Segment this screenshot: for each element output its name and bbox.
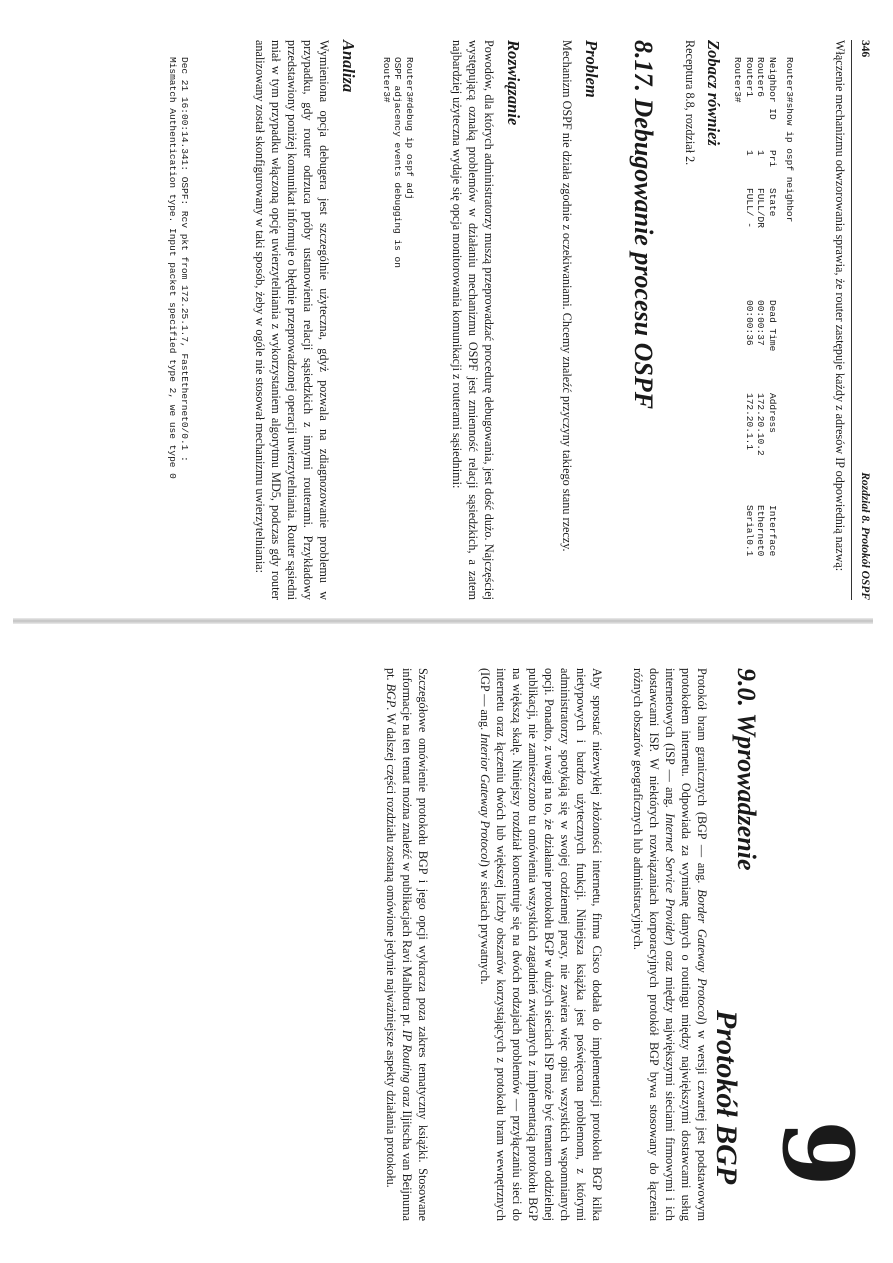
- term-italic: Internet Service Provider: [663, 813, 677, 942]
- column-header: State: [767, 188, 778, 217]
- text-run: ) w wersji czwartej jest podstawowym protokołem internetu. Odpowiada za wymianę danych o routingu między największymi dostawcami usług internetowych (ISP — ang.: [663, 668, 709, 1221]
- term-italic: BGP: [384, 683, 398, 708]
- table-cell: 172.20.10.2: [755, 393, 767, 456]
- table-cell: 00:00:36: [744, 300, 755, 346]
- intro-paragraph: Włączenie mechanizmu odwzorowania sprawia, że router zastępuje każdy z adresów IP odpowiednią nazwą:: [833, 40, 847, 572]
- table-cell: 172.20.1.1: [744, 393, 755, 451]
- debug-command-code: Router3#debug ip ospf adj OSPF adjacency events debugging is on Router3#: [381, 57, 415, 268]
- column-header: Neighbor ID: [767, 57, 778, 120]
- column-header: Pri: [767, 150, 778, 168]
- running-header: Rozdział 8. Protokół OSPF: [859, 472, 871, 600]
- table-cell: Serial0.1: [744, 505, 755, 557]
- section-heading-intro: 9.0. Wprowadzenie: [732, 668, 761, 871]
- table-cell: Ethernet0: [755, 505, 767, 557]
- text-run: Protokół bram granicznych (BGP — ang.: [695, 668, 709, 890]
- text-run: ) oraz między największymi sieciami firmowymi i ich dostawcami ISP. W niektórych rozwiązaniach korporacyjnych protokół BGP bywa stosowany do łączenia różnych obszarów geograficznych lub administracyjnych.: [631, 668, 677, 1221]
- chapter-number: 9: [761, 1120, 874, 1187]
- table-cell: FULL/ -: [744, 188, 755, 228]
- analysis-text: Wymieniona opcja debugera jest szczególnie użyteczna, gdyż pozwala na zdiagnozowanie problemu w przypadku, gdy router odrzuca próby ustanowienia relacji sąsiedzkich z innymi routerami. Przykładowy przedstawiony poniżej komunikat informuje o błędnie przeprowadzonej operacji uwierzytelniania. Router sąsiedni miał w tym przypadku włączoną opcję uwierzytelniania z wykorzystaniem algorytmu MD5, podczas gdy router analizowany został skonfigurowany w taki sposób, żeby w ogóle nie stosował mechanizmu uwierzytelniania:: [253, 40, 331, 600]
- intro-paragraph-1: [630, 668, 710, 1221]
- chapter-title: Protokół BGP: [710, 1010, 743, 1185]
- table-cell: FULL/DR: [755, 188, 767, 228]
- problem-heading: Problem: [582, 40, 601, 98]
- text-run: Aby sprostać niezwykłej złożoności internetu, firma Cisco dodała do implementacji protokołu BGP kilka nietypowych i bardzo użytecznych funkcji. Niniejsza książka jest poświęcona problemom, z którymi administratorzy spotykają się w swojej codziennej pracy, nie zawiera więc opisu wszystkich wspomnianych opcji. Ponadto, z uwagi na to, że działanie protokołu BGP w dużych sieciach ISP może być tematem oddzielnej publikacji, nie zamieszczono tu omówienia wszystkich zagadnień związanych z implementacją protokołu BGP na większą skalę. Niniejszy rozdział koncentruje się na dwóch rodzajach problemów — przyłączaniu sieci do internetu oraz łączeniu dwóch lub większej liczby obszarów korzystających z protokołu bram wewnętrznych (IGP — ang.: [478, 668, 604, 1221]
- text-run: . W dalszej części rozdziału zostaną omówione jedynie najważniejsze aspekty działania protokołu.: [384, 707, 398, 1188]
- solution-heading: Rozwiązanie: [504, 40, 523, 126]
- term-italic: Interior Gateway Protocol: [478, 733, 492, 863]
- see-also-heading: Zobacz również: [704, 40, 723, 146]
- text-run: Szczegółowe omówienie protokołu BGP i jego opcji wykracza poza zakres tematyczny książki. Stosowane informacje na ten temat można znaleźć w publikacjach Ravi Malhotra pt.: [400, 668, 430, 1221]
- table-cell: 00:00:37: [755, 300, 767, 346]
- analysis-heading: Analiza: [339, 40, 358, 93]
- column-header: Address: [767, 393, 778, 433]
- column-header: Dead Time: [767, 300, 778, 352]
- intro-paragraph-2: [477, 668, 605, 1221]
- see-also-text: Receptura 8.8, rozdział 2.: [683, 40, 697, 166]
- prompt-line: Router3#: [732, 57, 744, 103]
- solution-text: Powodów, dla których administratorzy muszą przeprowadzać procedurę debugowania, jest dość dużo. Najczęściej występującą oznaką problemów w działaniu mechanizmu OSPF jest zmienność relacji sąsiedzkich, a zatem najbardziej użyteczna wydaje się opcja monitorowania komunikacji z routerami sąsiednimi:: [450, 40, 496, 600]
- command-line: Router3#show ip ospf neighbor: [784, 57, 795, 223]
- table-cell: 1: [755, 150, 767, 156]
- intro-paragraph-3: [383, 668, 431, 1221]
- debug-log-code: Dec 21 16:00:14.341: OSPF: Rcv pkt from 172.25.1.7, FastEthernet0/0.1 : Mismatch Authentication type. Input packet specified type 2, we use type 0: [167, 57, 190, 479]
- table-cell: 1: [744, 150, 755, 156]
- section-heading: 8.17. Debugowanie procesu OSPF: [629, 40, 658, 410]
- term-italic: IP Routing: [400, 1029, 414, 1083]
- problem-text: Mechanizm OSPF nie działa zgodnie z oczekiwaniami. Chcemy znaleźć przyczyny takiego stanu rzeczy.: [560, 40, 574, 552]
- text-run: oraz Iljitscha van Beijnuma pt.: [384, 668, 414, 1222]
- term-italic: Border Gateway Protocol: [695, 889, 709, 1021]
- column-header: Interface: [767, 505, 778, 557]
- page-number: 346: [859, 40, 871, 58]
- table-cell: Router1: [744, 57, 755, 97]
- text-run: ) w sieciach prywatnych.: [478, 862, 492, 985]
- table-cell: Router6: [755, 57, 767, 97]
